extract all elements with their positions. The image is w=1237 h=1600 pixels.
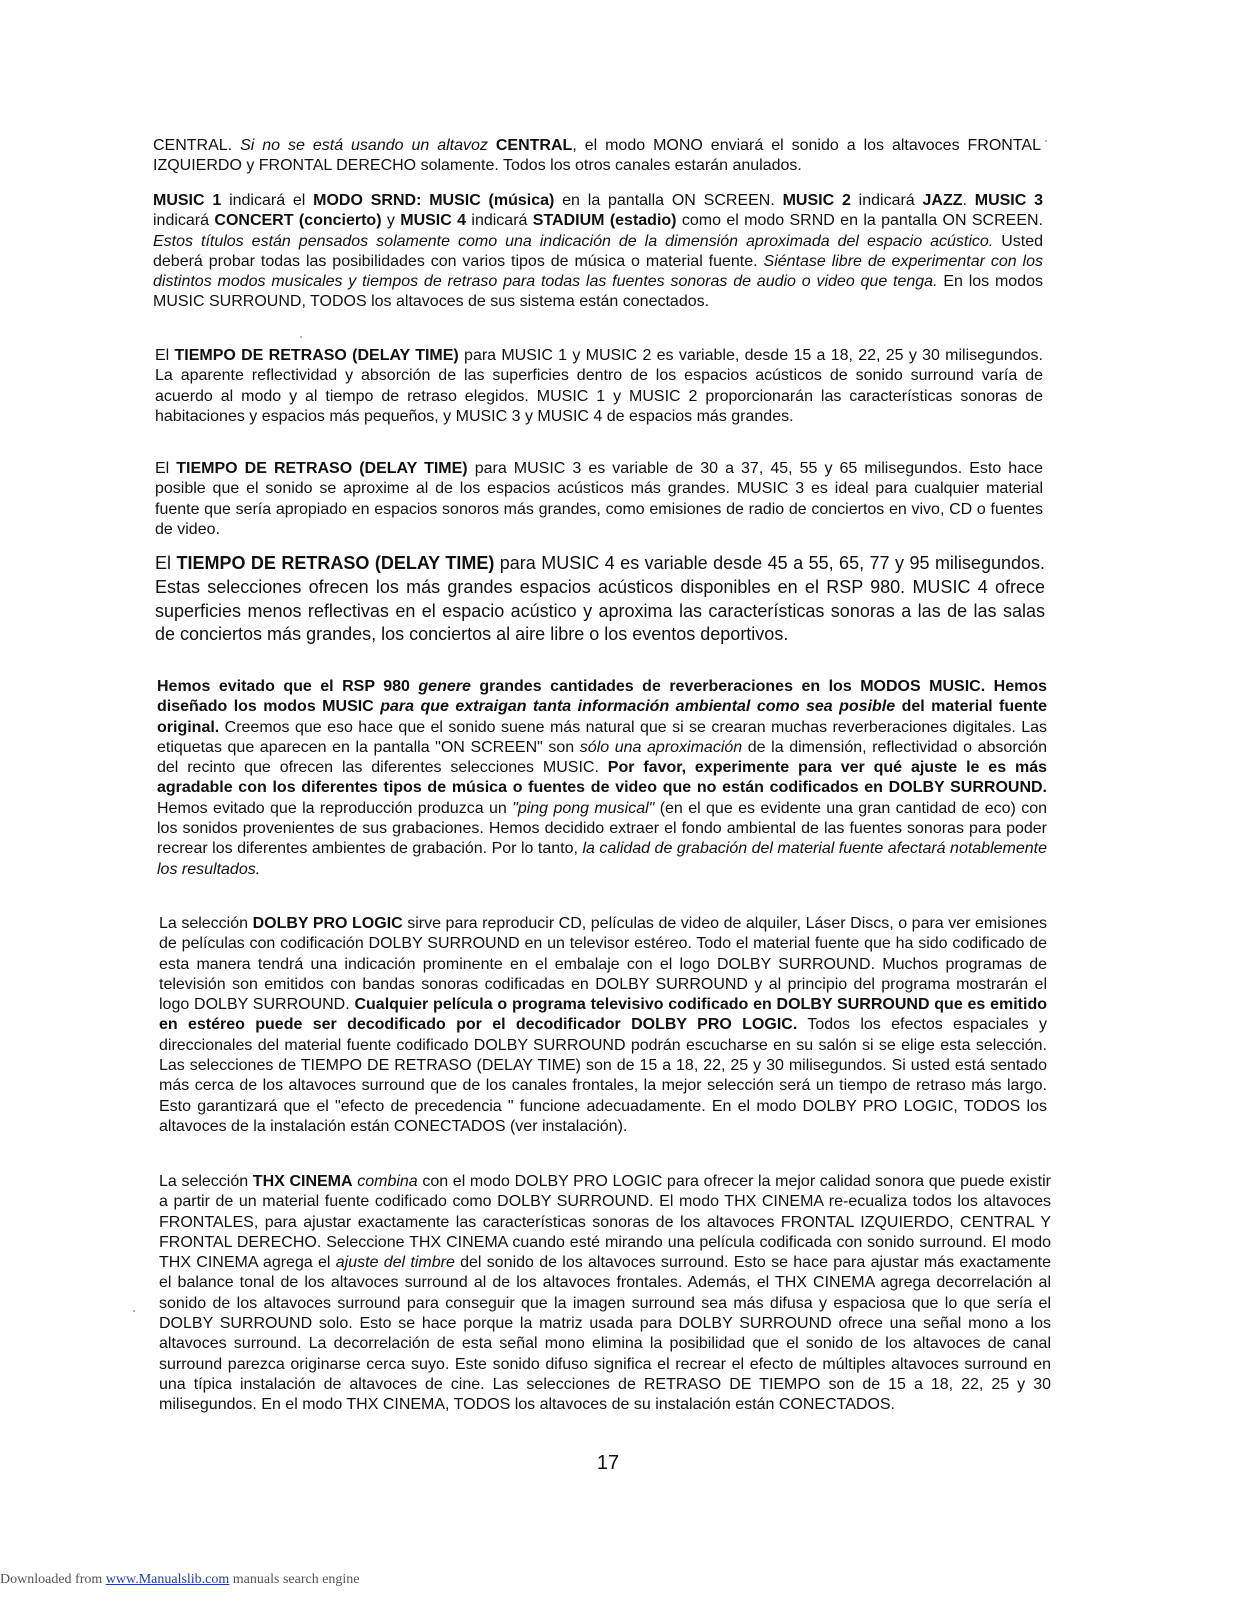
text-run: "ping pong musical" xyxy=(512,799,655,817)
footer-prefix: Downloaded from xyxy=(0,1572,106,1587)
text-run: en la pantalla ON SCREEN. xyxy=(554,192,783,209)
text-run: genere xyxy=(418,678,471,695)
text-run: indicará el xyxy=(221,192,314,209)
text-run: sirve para reproducir CD, películas de video de alquiler, Láser Discs, o para ver emisiones de películas con codificación DOLBY SURROUND en un televisor estéreo. Todo el material fuente que ha sido codificado de esta manera tendrá una indicación prominente en el embalaje con el logo DOLBY SURROUND. Muchos programas de televisión son emitidos con bandas sonoras codificadas en DOLBY SURROUND y al principio del programa mostrarán el logo DOLBY SURROUND. xyxy=(159,915,1048,1014)
paragraph-delay-music-4 xyxy=(155,552,1045,647)
text-run: MODO SRND: MUSIC (música) xyxy=(313,192,555,209)
text-run: la calidad de grabación del material fuente afectará notablemente los resultados. xyxy=(157,840,1048,878)
text-run: grandes cantidades de reverberaciones en los MODOS MUSIC. Hemos diseñado los modos MUSIC xyxy=(157,678,1047,716)
text-run: Creemos que eso hace que el sonido suene más natural que si se crearan muchas reverberaciones digitales. Las etiquetas que aparecen en la pantalla "ON SCREEN" son xyxy=(157,718,1047,756)
paragraph-reverberation xyxy=(157,677,1047,880)
text-run: MUSIC 4 xyxy=(400,212,467,230)
text-run: DOLBY PRO LOGIC xyxy=(252,915,403,932)
text-run: Si no se está usando un altavoz xyxy=(240,137,496,154)
text-run: indicará xyxy=(466,212,533,230)
text-run: ajuste del timbre xyxy=(335,1254,455,1272)
text-run: Hemos evitado que el RSP 980 xyxy=(157,678,419,695)
text-run: Todos los efectos espaciales y direccionales del material fuente codificado DOLBY SURROUND podrán escucharse en su salón si se elige esta selección. Las selecciones de TIEMPO DE RETRASO (DELAY TIME) son de 15 a 18, 22, 25 y 30 milisegundos. Si usted está sentado más cerca de los altavoces surround que de los canales frontales, la mejor selección será un tiempo de retraso más largo. Esto garantizará que el "efecto de precedencia " funcione adecuadamente. En el modo DOLBY PRO LOGIC, TODOS los altavoces de la instalación están CONECTADOS (ver instalación). xyxy=(159,1016,1047,1135)
text-run: La selección xyxy=(159,1173,253,1190)
text-run: con el modo DOLBY PRO LOGIC para ofrecer la mejor calidad sonora que puede existir a partir de un material fuente codificado como DOLBY SURROUND. El modo THX CINEMA re-ecualiza todos los altavoces FRONTALES, para ajustar exactamente las características sonoras de los altavoces FRONTAL IZQUIERDO, CENTRAL Y FRONTAL DERECHO. Seleccione THX CINEMA cuando esté mirando una película codificada con sonido surround. El modo THX CINEMA agrega el xyxy=(159,1173,1051,1272)
text-run: , el modo MONO enviará el sonido a los altavoces FRONTAL IZQUIERDO y FRONTAL DERECHO solamente. Todos los otros canales estarán anulados. xyxy=(153,137,1042,175)
text-run: El xyxy=(155,553,177,573)
text-run: El xyxy=(155,347,175,364)
text-run: para MUSIC 3 es variable de 30 a 37, 45, 55 y 65 milisegundos. Esto hace posible que el sonido se aproxime al de los espacios acústicos más grandes. MUSIC 3 es ideal para cualquier material fuente que sería apropiado en espacios sonoros más grandes, como emisiones de radio de conciertos en vivo, CD o fuentes de video. xyxy=(155,460,1044,538)
text-run: CENTRAL. xyxy=(153,137,241,154)
text-run: para MUSIC 4 es variable desde 45 a 55, 65, 77 y 95 milisegundos. Estas selecciones ofrecen los más grandes espacios acústicos disponibles en el RSP 980. MUSIC 4 ofrece superficies menos reflectivas en el espacio acústico y aproxima las características sonoras a las de las salas de conciertos más grandes, los conciertos al aire libre o los eventos deportivos. xyxy=(155,553,1045,645)
text-run: MUSIC 1 xyxy=(153,192,222,209)
text-run: de la dimensión, reflectividad o absorción del recinto que ofrecen las diferentes selecciones MUSIC. xyxy=(157,738,1047,777)
text-run: STADIUM (estadio) xyxy=(532,212,677,230)
text-run: Hemos evitado que la reproducción produzca un xyxy=(157,799,513,817)
scan-speck xyxy=(133,1310,135,1312)
paragraph-dolby-pro-logic xyxy=(159,914,1047,1137)
text-run: La selección xyxy=(159,915,253,932)
text-run: MUSIC 2 xyxy=(782,192,851,209)
paragraph-music-modes xyxy=(153,191,1043,313)
text-run: Estos títulos están pensados solamente como una indicación de la dimensión aproximada del espacio acústico. xyxy=(153,232,994,250)
text-run: Por favor, experimente para ver qué ajuste le es más agradable con los diferentes tipos de música o fuentes de video que no están codificados en DOLBY SURROUND. xyxy=(157,759,1047,797)
text-run: indicará xyxy=(850,192,923,209)
footer-suffix: manuals search engine xyxy=(229,1572,360,1587)
scan-speck xyxy=(300,336,302,338)
text-run: Siéntase libre de experimentar con los distintos modos musicales y tiempos de retraso para todas las fuentes sonoras de audio o video que tenga. xyxy=(153,252,1043,291)
text-run: para que extraigan tanta información ambiental como sea posible xyxy=(380,698,896,716)
text-run: Usted deberá probar todas las posibilidades con varios tipos de música o material fuente. xyxy=(153,232,1043,270)
text-run: TIEMPO DE RETRASO (DELAY TIME) xyxy=(176,460,468,477)
paragraph-delay-music-1-2 xyxy=(155,346,1043,427)
paragraph-central-mono xyxy=(153,136,1041,177)
text-run: para MUSIC 1 y MUSIC 2 es variable, desde 15 a 18, 22, 25 y 30 milisegundos. La aparente reflectividad y absorción de las superficies dentro de los espacios acústicos de sonido surround varía de acuerdo al modo y al tiempo de retraso elegidos. MUSIC 1 y MUSIC 2 proporcionarán las características sonoras de habitaciones y espacios más pequeños, y MUSIC 3 y MUSIC 4 de espacios más grandes. xyxy=(155,347,1043,425)
scan-speck xyxy=(1045,140,1047,142)
text-run: combina xyxy=(357,1173,418,1190)
text-run: TIEMPO DE RETRASO (DELAY TIME) xyxy=(176,553,495,573)
text-run: . xyxy=(962,192,975,209)
text-run: como el modo SRND en la pantalla ON SCREEN. xyxy=(676,212,1044,230)
text-run: sólo una aproximación xyxy=(579,738,743,756)
text-run: THX CINEMA xyxy=(252,1173,353,1190)
text-run: CENTRAL xyxy=(495,137,573,154)
manualslib-link[interactable]: www.Manualslib.com xyxy=(105,1572,230,1587)
text-run: Cualquier película o programa televisivo codificado en DOLBY SURROUND que es emitido en estéreo puede ser decodificado por el decodificador DOLBY PRO LOGIC. xyxy=(159,996,1047,1034)
text-run: del sonido de los altavoces surround. Esto se hace para ajustar más exactamente el balance tonal de los altavoces surround al de los altavoces frontales. Además, el THX CINEMA agrega decorrelación al sonido de los altavoces surround para conseguir que la imagen surround sea más difusa y espaciosa que lo que sería el DOLBY SURROUND solo. Esto se hace porque la matriz usada para DOLBY SURROUND ofrece una señal mono a los altavoces surround. La decorrelación de esta señal mono elimina la posibilidad que el sonido de los altavoces de canal surround parezca originarse cerca suyo. Este sonido difuso significa el recrear el efecto de múltiples altavoces surround en una típica instalación de altavoces de cine. Las selecciones de RETRASO DE TIEMPO son de 15 a 18, 22, 25 y 30 milisegundos. En el modo THX CINEMA, TODOS los altavoces de su instalación están CONECTADOS. xyxy=(159,1254,1051,1414)
text-run: El xyxy=(155,460,177,477)
text-run: y xyxy=(381,212,401,230)
text-run: del material fuente original. xyxy=(157,698,1047,736)
text-run: indicará xyxy=(153,212,215,230)
text-run: (en el que es evidente una gran cantidad de eco) con los sonidos provenientes de sus grabaciones. Hemos decidido extraer el fondo ambiental de las fuentes sonoras para poder recrear los diferentes ambientes de grabación. Por lo tanto, xyxy=(157,799,1048,858)
page-number: 17 xyxy=(596,1452,620,1474)
text-run: En los modos MUSIC SURROUND, TODOS los altavoces de sus sistema están conectados. xyxy=(153,273,1043,311)
paragraph-delay-music-3 xyxy=(155,459,1043,540)
text-run: TIEMPO DE RETRASO (DELAY TIME) xyxy=(174,347,459,364)
text-run: JAZZ xyxy=(922,192,963,209)
text-run: CONCERT (concierto) xyxy=(214,212,382,230)
download-footer xyxy=(0,1572,360,1588)
paragraph-thx-cinema xyxy=(159,1172,1051,1416)
text-run: MUSIC 3 xyxy=(974,192,1044,209)
